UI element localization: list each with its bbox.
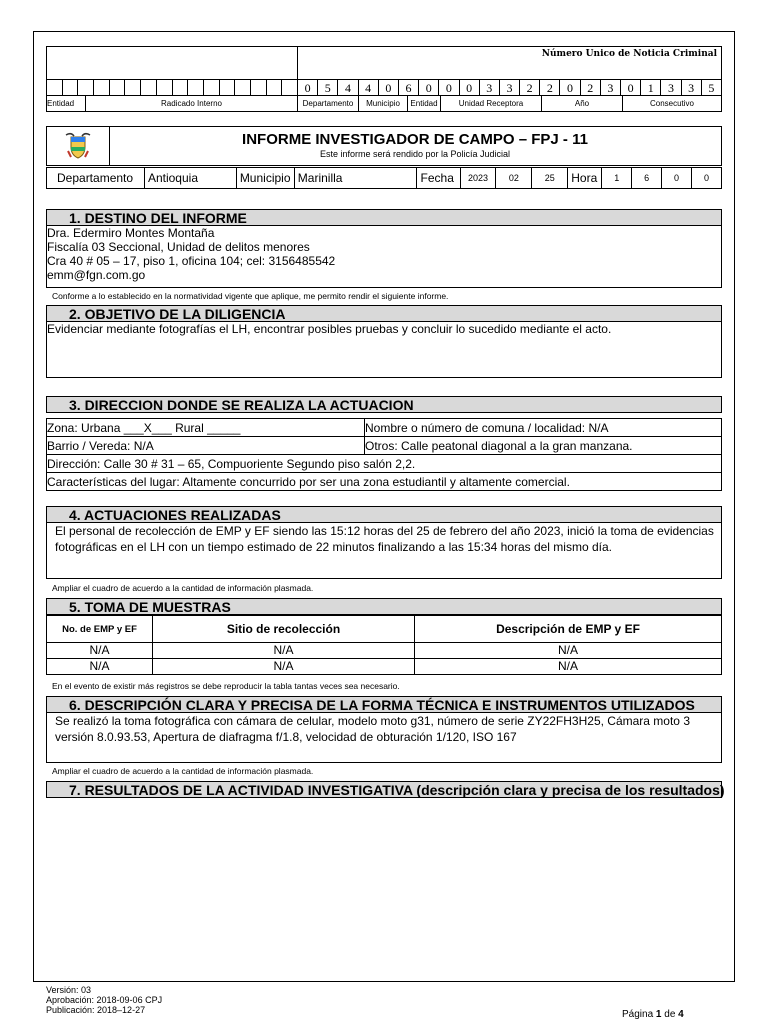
noticia-digit[interactable]: 3 [661, 80, 681, 96]
fecha-label: Fecha [416, 168, 460, 189]
departamento-label: Departamento [47, 168, 145, 189]
table-cell[interactable]: N/A [47, 659, 153, 675]
table-cell[interactable]: N/A [415, 643, 722, 659]
noticia-digit[interactable]: 6 [399, 80, 419, 96]
fecha-day[interactable]: 25 [532, 168, 568, 189]
table-cell[interactable]: N/A [153, 659, 415, 675]
hora-label: Hora [568, 168, 602, 189]
consecutivo-label: Consecutivo [649, 99, 695, 108]
radicado-box[interactable] [235, 80, 251, 96]
destino-line: emm@fgn.com.go [47, 268, 146, 282]
noticia-digit[interactable]: 2 [520, 80, 540, 96]
page-number: Página 1 de 4 [622, 1009, 684, 1020]
destino-line: Dra. Edermiro Montes Montaña [47, 226, 215, 240]
radicado-box[interactable] [220, 80, 236, 96]
anio-label: Año [542, 96, 623, 112]
entidad-code-label: Entidad [408, 96, 441, 112]
col-header-emp: No. de EMP y EF [47, 616, 153, 643]
destino-line: Cra 40 # 05 – 17, piso 1, oficina 104; cel: 3156485542 [47, 254, 336, 268]
zona-field[interactable]: Zona: Urbana ___X___ Rural _____ [47, 419, 365, 437]
noticia-digit[interactable]: 0 [460, 80, 480, 96]
municipio-label: Municipio [236, 168, 294, 189]
section-7-header: 7. RESULTADOS DE LA ACTIVIDAD INVESTIGATIVA (descripción clara y precisa de los resultados) [46, 781, 722, 798]
radicado-box[interactable] [173, 80, 189, 96]
tecnica-text: Se realizó la toma fotográfica con cámara de celular, modelo moto g31, número de serie ZY22FH3H25, Cámara moto 3 versión 8.0.93.53, Apertura de diafragma f/1.8, velocidad de obturación 1/120, ISO 167 [55, 714, 690, 744]
section-4-content[interactable] [46, 523, 722, 579]
section-6-content[interactable] [46, 713, 722, 763]
entidad-label: Entidad [47, 96, 86, 112]
radicado-block [46, 46, 298, 112]
section-6-header: 6. DESCRIPCIÓN CLARA Y PRECISA DE LA FORMA TÉCNICA E INSTRUMENTOS UTILIZADOS [46, 696, 722, 713]
noticia-digit[interactable]: 3 [500, 80, 520, 96]
destino-line: Fiscalía 03 Seccional, Unidad de delitos menores [47, 240, 310, 254]
footer-info [46, 985, 162, 1015]
radicado-box[interactable] [251, 80, 267, 96]
colombia-coat-of-arms-icon [63, 131, 93, 161]
radicado-box[interactable] [267, 80, 283, 96]
noticia-digit[interactable]: 5 [318, 80, 338, 96]
hora-digit[interactable]: 0 [662, 168, 692, 189]
noticia-digit[interactable]: 1 [641, 80, 661, 96]
section-6-note: Ampliar el cuadro de acuerdo a la cantidad de información plasmada. [52, 766, 314, 776]
hora-digit[interactable]: 1 [602, 168, 632, 189]
radicado-box[interactable] [282, 80, 297, 96]
noticia-digit[interactable]: 0 [379, 80, 399, 96]
section-1-content[interactable] [46, 226, 722, 288]
table-row [47, 659, 722, 675]
caracteristicas-field[interactable]: Características del lugar: Altamente concurrido por ser una zona estudiantil y altamente comercial. [47, 473, 722, 491]
radicado-box[interactable] [204, 80, 220, 96]
municipio-label: Municipio [359, 96, 408, 112]
noticia-digit[interactable]: 4 [359, 80, 379, 96]
noticia-digit[interactable]: 4 [338, 80, 358, 96]
title-block [46, 126, 722, 166]
noticia-digit[interactable]: 2 [540, 80, 560, 96]
table-row [47, 643, 722, 659]
fecha-year[interactable]: 2023 [460, 168, 496, 189]
section-2-content[interactable] [46, 322, 722, 378]
radicado-box[interactable] [94, 80, 110, 96]
noticia-digit[interactable]: 5 [708, 81, 715, 95]
noticia-digit[interactable]: 3 [480, 80, 500, 96]
hora-digit[interactable]: 6 [632, 168, 662, 189]
radicado-label: Radicado Interno [161, 99, 222, 108]
section-5-header: 5. TOMA DE MUESTRAS [46, 598, 722, 615]
noticia-digit[interactable]: 0 [621, 80, 641, 96]
noticia-digit[interactable]: 3 [601, 80, 621, 96]
publicacion-text: Publicación: 2018–12-27 [46, 1005, 146, 1015]
radicado-box[interactable] [47, 80, 63, 96]
logo-cell [47, 127, 110, 165]
aprobacion-text: Aprobación: 2018-09-06 CPJ [46, 995, 163, 1005]
noticia-criminal-title: Número Unico de Noticia Criminal [541, 49, 717, 59]
actuaciones-text: El personal de recolección de EMP y EF siendo las 15:12 horas del 25 de febrero del año 2023, inició la toma de evidencias fotográficas en el LH con un tiempo estimado de 22 minutos finalizando a las 15:34 horas del mismo día. [55, 524, 714, 554]
col-header-sitio: Sitio de recolección [153, 616, 415, 643]
barrio-field[interactable]: Barrio / Vereda: N/A [47, 437, 365, 455]
noticia-digit[interactable]: 0 [560, 80, 580, 96]
noticia-digits [298, 79, 721, 96]
col-header-descripcion: Descripción de EMP y EF [415, 616, 722, 643]
radicado-box[interactable] [157, 80, 173, 96]
radicado-box[interactable] [141, 80, 157, 96]
fecha-month[interactable]: 02 [496, 168, 532, 189]
noticia-digit[interactable]: 3 [682, 80, 702, 96]
muestras-table [46, 615, 722, 675]
table-cell[interactable]: N/A [153, 643, 415, 659]
version-text: Versión: 03 [46, 985, 92, 995]
info-row [46, 167, 722, 189]
departamento-value[interactable]: Antioquia [144, 168, 236, 189]
objetivo-text: Evidenciar mediante fotografías el LH, encontrar posibles pruebas y concluir lo sucedido mediante el acto. [47, 322, 612, 336]
otros-field[interactable]: Otros: Calle peatonal diagonal a la gran manzana. [365, 437, 722, 455]
section-1-note: Conforme a lo establecido en la normatividad vigente que aplique, me permito rendir el siguiente informe. [52, 291, 449, 301]
section-3-header: 3. DIRECCION DONDE SE REALIZA LA ACTUACION [46, 396, 722, 413]
section-2-header: 2. OBJETIVO DE LA DILIGENCIA [46, 305, 722, 322]
noticia-digit[interactable]: 0 [298, 80, 318, 96]
form-subtitle: Este informe será rendido por la Policía Judicial [319, 149, 511, 159]
direccion-field[interactable]: Dirección: Calle 30 # 31 – 65, Compuoriente Segundo piso salón 2,2. [47, 455, 722, 473]
radicado-box[interactable] [110, 80, 126, 96]
comuna-field[interactable]: Nombre o número de comuna / localidad: N/A [365, 419, 722, 437]
radicado-boxes [47, 79, 297, 96]
radicado-box[interactable] [188, 80, 204, 96]
section-5-note: En el evento de existir más registros se debe reproducir la tabla tantas veces sea necesario. [52, 681, 400, 691]
municipio-value[interactable]: Marinilla [294, 168, 416, 189]
hora-digit[interactable]: 0 [691, 168, 721, 189]
section-3-table [46, 418, 722, 491]
noticia-criminal-block [298, 46, 722, 112]
unidad-label: Unidad Receptora [441, 96, 542, 112]
noticia-digit[interactable]: 2 [581, 80, 601, 96]
radicado-box[interactable] [78, 80, 94, 96]
radicado-box[interactable] [125, 80, 141, 96]
section-4-header: 4. ACTUACIONES REALIZADAS [46, 506, 722, 523]
radicado-box[interactable] [63, 80, 79, 96]
form-title: INFORME INVESTIGADOR DE CAMPO – FPJ - 11 [242, 131, 588, 148]
table-cell[interactable]: N/A [415, 659, 722, 675]
table-cell[interactable]: N/A [47, 643, 153, 659]
noticia-digit[interactable]: 0 [419, 80, 439, 96]
section-4-note: Ampliar el cuadro de acuerdo a la cantidad de información plasmada. [52, 583, 314, 593]
section-1-header: 1. DESTINO DEL INFORME [46, 209, 722, 226]
departamento-label: Departamento [298, 96, 359, 112]
noticia-digit[interactable]: 0 [439, 80, 459, 96]
